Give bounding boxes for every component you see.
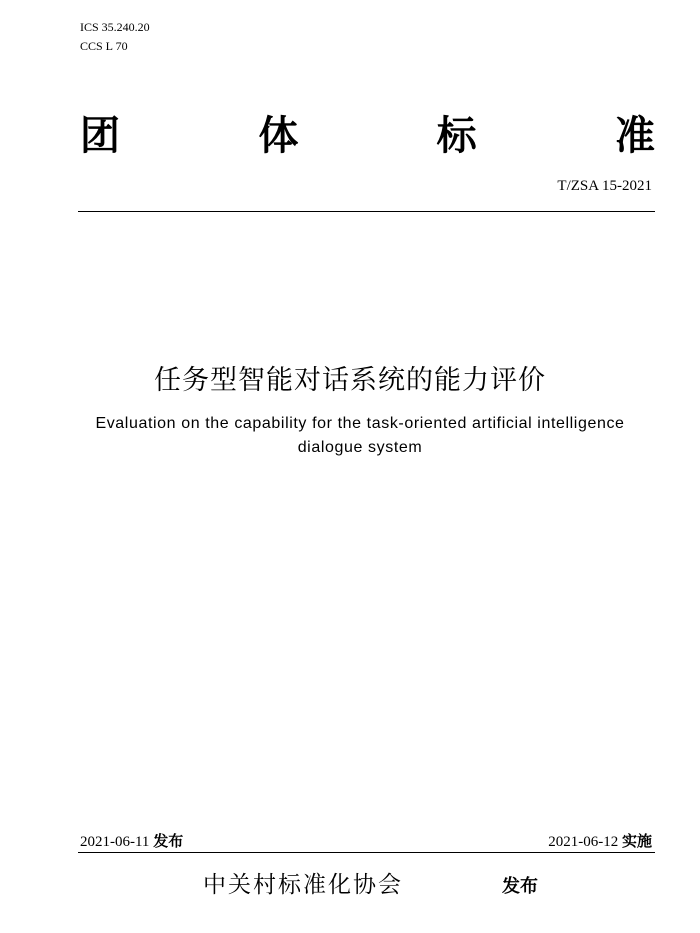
implement-date-line [548,830,652,851]
publish-label: 发布 [502,876,538,897]
bottom-divider [78,852,655,853]
category-char-3: 标 [436,113,477,159]
implement-date: 2021-06-12 [548,834,619,850]
issue-date: 2021-06-11 [80,834,150,850]
implement-label: 实施 [621,832,652,850]
document-title-english: Evaluation on the capability for the task-oriented artificial intelligence dialogue system [95,415,625,456]
ccs-code: CCS L 70 [80,39,128,53]
category-char-1: 团 [80,113,120,159]
publisher-name: 中关村标准化协会 [203,872,403,898]
document-title-chinese: 任务型智能对话系统的能力评价 [154,365,546,396]
issue-label: 发布 [153,832,184,850]
issue-date-line [80,830,183,851]
top-divider [78,211,655,212]
standard-category-title [80,106,655,166]
category-char-4: 准 [614,113,655,159]
category-char-2: 体 [258,113,299,159]
standard-number: T/ZSA 15-2021 [557,178,652,194]
ics-code: ICS 35.240.20 [80,20,150,34]
